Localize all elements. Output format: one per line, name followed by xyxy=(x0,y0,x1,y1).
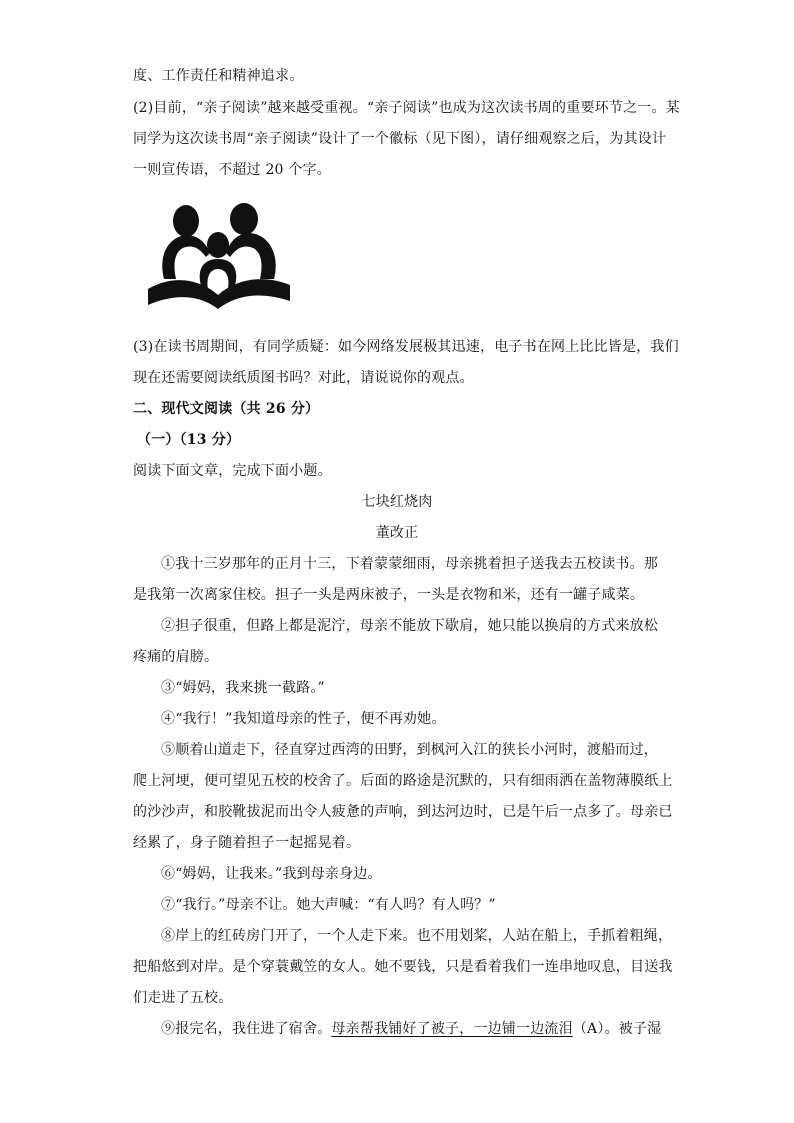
question-3-line-1: (3)在读书周期间，有同学质疑：如今网络发展极其迅速，电子书在网上比比皆是，我们 xyxy=(133,339,679,355)
article-author: 董改正 xyxy=(375,525,419,541)
paragraph-5-line-4: 经累了，身子随着担子一起摇晃着。 xyxy=(133,835,361,851)
article-title: 七块红烧肉 xyxy=(361,494,433,510)
paragraph-3: ③“姆妈，我来挑一截路。” xyxy=(161,680,325,696)
paragraph-9-tail: （A）。被子湿 xyxy=(572,1021,662,1037)
question-1-tail: 度、工作责任和精神追求。 xyxy=(133,68,304,84)
paragraph-1-line-1: ①我十三岁那年的正月十三，下着蒙蒙细雨，母亲挑着担子送我去五校读书。那 xyxy=(161,556,658,572)
paragraph-2-line-2: 疼痛的肩膀。 xyxy=(133,649,219,665)
paragraph-5-line-3: 的沙沙声，和胶靴拔泥而出令人疲惫的声响，到达河边时，已是午后一点多了。母亲已 xyxy=(133,804,673,820)
question-2-line-3: 一则宣传语，不超过 20 个字。 xyxy=(133,162,331,178)
question-2-line-1: (2)目前，“亲子阅读”越来越受重视。“亲子阅读”也成为这次读书周的重要环节之一。某 xyxy=(133,100,680,116)
paragraph-2-line-1: ②担子很重，但路上都是泥泞，母亲不能放下歇肩，她只能以换肩的方式来放松 xyxy=(161,618,658,634)
section-heading: 二、现代文阅读（共 26 分） xyxy=(133,401,320,417)
paragraph-8-line-2: 把船悠到对岸。是个穿蓑戴笠的女人。她不要钱，只是看着我们一连串地叹息，目送我 xyxy=(133,959,673,975)
paragraph-5-line-1: ⑤顺着山道走下，径直穿过西湾的田野，到枫河入江的狭长小河时，渡船而过， xyxy=(161,742,658,758)
paragraph-4: ④“我行！”我知道母亲的性子，便不再劝她。 xyxy=(161,711,446,727)
paragraph-8-line-3: 们走进了五校。 xyxy=(133,990,233,1006)
paragraph-5-line-2: 爬上河埂，便可望见五校的校舍了。后面的路途是沉默的，只有细雨洒在盖物薄膜纸上 xyxy=(133,773,673,789)
paragraph-9-line-1 xyxy=(161,1019,691,1039)
paragraph-7: ⑦“我行。”母亲不让。她大声喊：“有人吗？有人吗？” xyxy=(161,897,496,913)
paragraph-6: ⑥“姆妈，让我来。”我到母亲身边。 xyxy=(161,866,382,882)
parent-child-reading-logo-icon xyxy=(146,201,292,311)
question-3-line-2: 现在还需要阅读纸质图书吗？对此，请说说你的观点。 xyxy=(133,370,474,386)
instruction-text: 阅读下面文章，完成下面小题。 xyxy=(133,463,332,479)
paragraph-8-line-1: ⑧岸上的红砖房门开了，一个人走下来。也不用划桨，人站在船上，手抓着粗绳， xyxy=(161,928,673,944)
question-2-line-2: 同学为这次读书周“亲子阅读”设计了一个徽标（见下图），请仔细观察之后，为其设计 xyxy=(133,131,667,147)
paragraph-1-line-2: 是我第一次离家住校。担子一头是两床被子，一头是衣物和米，还有一罐子咸菜。 xyxy=(133,587,645,603)
paragraph-9-lead: ⑨报完名，我住进了宿舍。 xyxy=(161,1021,332,1037)
subsection-heading: （一）（13 分） xyxy=(137,432,241,448)
paragraph-9-underlined-sentence: 母亲帮我铺好了被子，一边铺一边流泪 xyxy=(331,1021,573,1037)
